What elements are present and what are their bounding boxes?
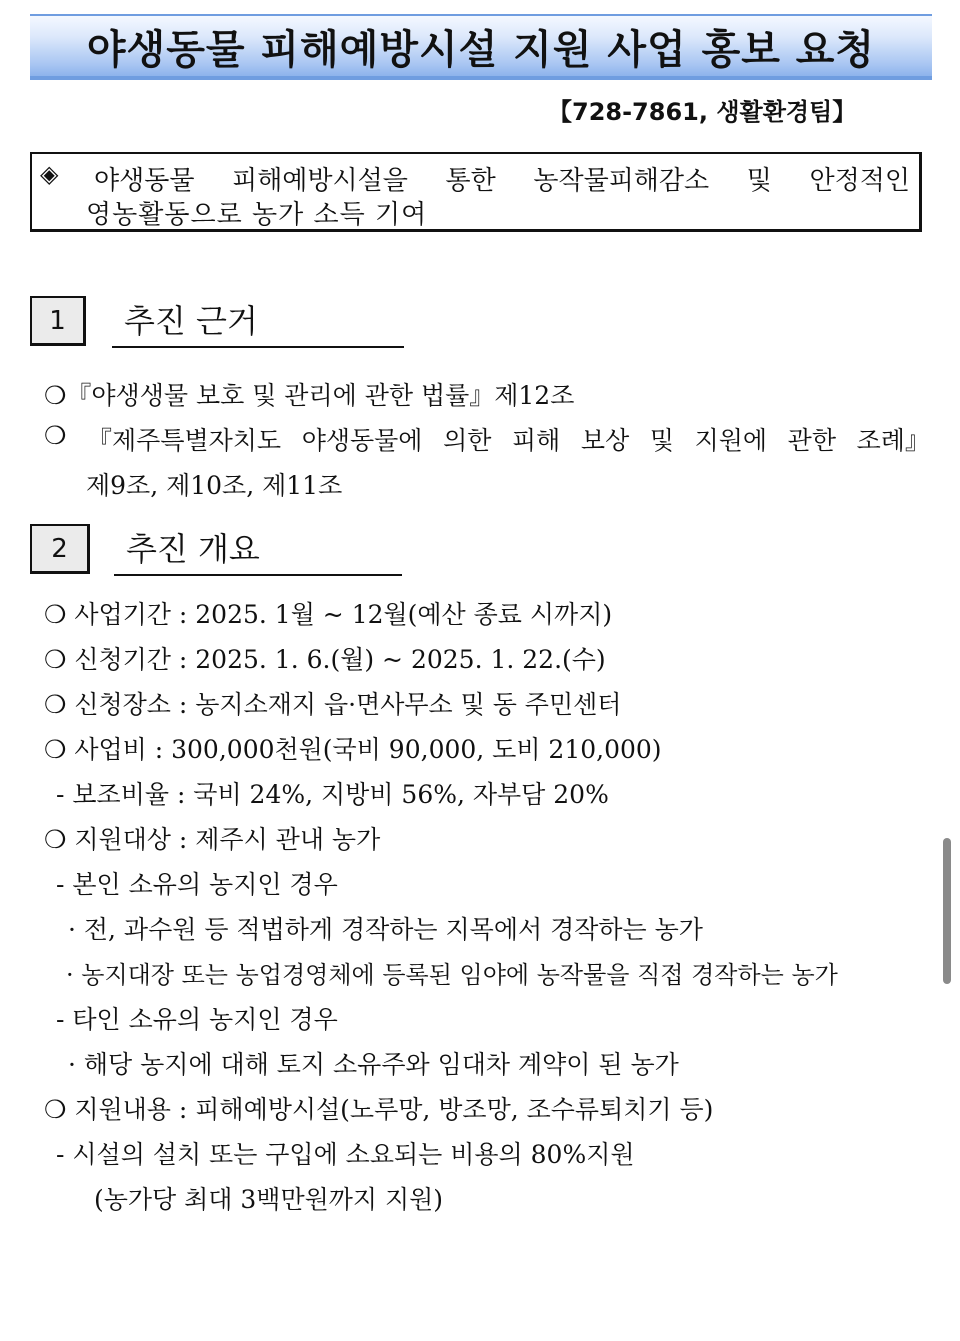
- basis-word: 및: [649, 426, 674, 455]
- summary-word: 농작물피해감소: [533, 166, 710, 196]
- summary-word: 및: [746, 166, 772, 196]
- summary-box: [30, 152, 922, 232]
- overview-line: (농가당 최대 3백만원까지 지원): [94, 1185, 444, 1214]
- section-number: 2: [30, 524, 90, 574]
- section-title: 추진 근거: [112, 298, 404, 348]
- basis-item: [44, 421, 930, 457]
- overview-line: - 보조비율 : 국비 24%, 지방비 56%, 자부담 20%: [56, 780, 609, 809]
- overview-line: · 농지대장 또는 농업경영체에 등록된 임야에 농작물을 직접 경작하는 농가: [66, 961, 838, 989]
- overview-line: - 본인 소유의 농지인 경우: [56, 870, 338, 899]
- basis-item: ❍『야생생물 보호 및 관리에 관한 법률』제12조: [44, 381, 575, 410]
- contact-info: 【728-7861, 생활환경팀】: [548, 98, 857, 126]
- basis-word: 지원에: [694, 426, 768, 455]
- overview-line: ❍ 사업기간 : 2025. 1월 ~ 12월(예산 종료 시까지): [44, 600, 613, 629]
- overview-line: ❍ 신청장소 : 농지소재지 읍·면사무소 및 동 주민센터: [44, 690, 622, 719]
- document-title: 야생동물 피해예방시설 지원 사업 홍보 요청: [86, 26, 876, 73]
- basis-word: 의한: [443, 426, 492, 455]
- overview-line: - 시설의 설치 또는 구입에 소요되는 비용의 80%지원: [56, 1140, 635, 1169]
- section-title: 추진 개요: [114, 526, 402, 576]
- basis-word: 피해: [512, 426, 561, 455]
- summary-line-1: [94, 160, 910, 197]
- overview-line: ❍ 지원내용 : 피해예방시설(노루망, 방조망, 조수류퇴치기 등): [44, 1095, 714, 1124]
- summary-line-2: 영농활동으로 농가 소득 기여: [86, 200, 428, 230]
- overview-line: - 타인 소유의 농지인 경우: [56, 1005, 338, 1034]
- overview-line: · 해당 농지에 대해 토지 소유주와 임대차 계약이 된 농가: [68, 1050, 679, 1079]
- overview-line: ❍ 지원대상 : 제주시 관내 농가: [44, 825, 381, 854]
- basis-item-continued: 제9조, 제10조, 제11조: [86, 471, 343, 500]
- basis-word: ❍: [44, 421, 67, 450]
- basis-word: 조례』: [856, 426, 930, 455]
- overview-line: ❍ 사업비 : 300,000천원(국비 90,000, 도비 210,000): [44, 735, 662, 764]
- basis-word: 보상: [580, 426, 630, 455]
- basis-word: 야생동물에: [301, 426, 423, 455]
- overview-line: ❍ 신청기간 : 2025. 1. 6.(월) ~ 2025. 1. 22.(수): [44, 645, 606, 674]
- vertical-scrollbar[interactable]: [943, 838, 951, 984]
- section-number: 1: [30, 296, 86, 346]
- summary-word: 통한: [445, 166, 496, 196]
- summary-word: 안정적인: [809, 166, 910, 196]
- diamond-bullet-icon: ◈: [40, 160, 59, 188]
- title-banner: [30, 14, 932, 80]
- summary-word: 피해예방시설을: [232, 166, 408, 196]
- basis-word: 관한: [787, 426, 836, 455]
- overview-line: · 전, 과수원 등 적법하게 경작하는 지목에서 경작하는 농가: [68, 915, 703, 944]
- summary-word: 야생동물: [94, 166, 195, 196]
- basis-word: 『제주특별자치도: [87, 426, 282, 455]
